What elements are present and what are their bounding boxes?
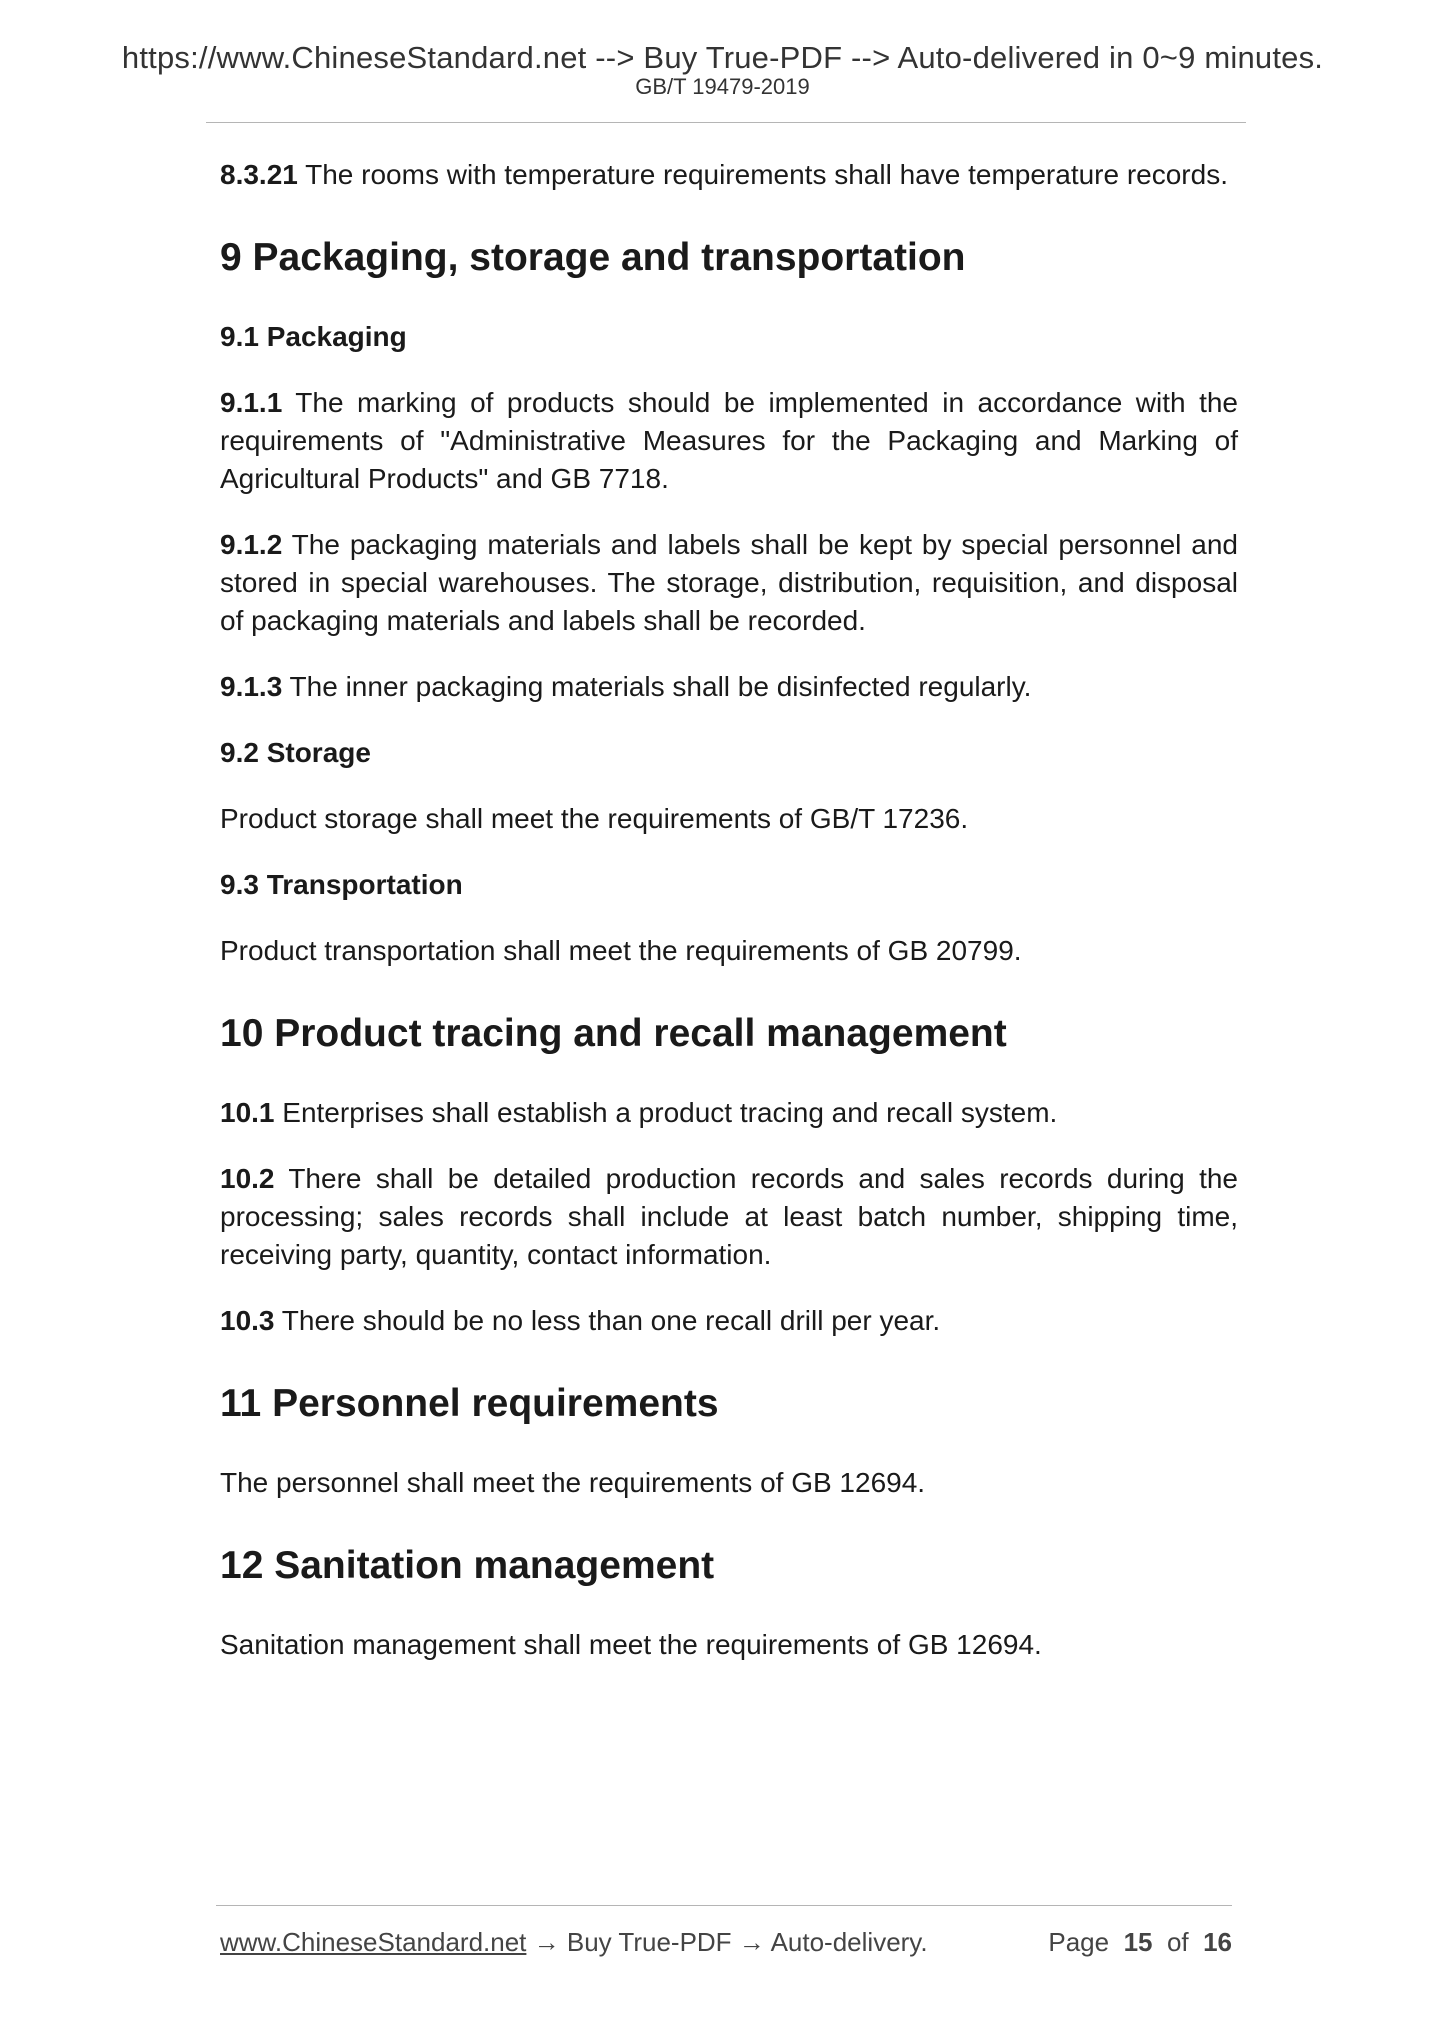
- page-total: 16: [1203, 1927, 1232, 1957]
- document-body: [220, 156, 1238, 1692]
- clause-text: There shall be detailed production records and sales records during the processing; sales records shall include at least batch number, shipping time, receiving party, quantity, contact information.: [220, 1163, 1238, 1270]
- footer-site-link[interactable]: www.ChineseStandard.net: [220, 1927, 527, 1957]
- clause-text: The marking of products should be implemented in accordance with the requirements of "Administrative Measures for the Packaging and Marking of Agricultural Products" and GB 7718.: [220, 387, 1238, 494]
- section-12-text: Sanitation management shall meet the requirements of GB 12694.: [220, 1629, 1042, 1660]
- section-11-heading: 11 Personnel requirements: [220, 1382, 719, 1425]
- page-label: Page: [1048, 1927, 1110, 1957]
- clause-8-3-21: [220, 156, 1238, 194]
- clause-number: 8.3.21: [220, 159, 298, 190]
- of-label: of: [1166, 1927, 1189, 1957]
- clause-10-1: [220, 1094, 1238, 1132]
- section-12-heading: 12 Sanitation management: [220, 1544, 715, 1587]
- clause-number: 9.1.3: [220, 671, 283, 702]
- section-9-3-heading: 9.3 Transportation: [220, 869, 463, 900]
- clause-text: The packaging materials and labels shall be kept by special personnel and stored in special warehouses. The storage, distribution, requisition, and disposal of packaging materials and labels shall be recorded.: [220, 529, 1238, 636]
- clause-9-1-2: [220, 526, 1238, 640]
- clause-text: The rooms with temperature requirements shall have temperature records.: [297, 159, 1228, 190]
- section-10-heading: 10 Product tracing and recall management: [220, 1012, 1007, 1055]
- header-banner: https://www.ChineseStandard.net --> Buy True-PDF --> Auto-delivered in 0~9 minutes.: [121, 40, 1324, 75]
- section-9-heading: 9 Packaging, storage and transportation: [220, 236, 966, 279]
- section-9-2-heading: 9.2 Storage: [220, 737, 371, 768]
- clause-10-2: [220, 1160, 1238, 1274]
- clause-number: 10.1: [220, 1097, 275, 1128]
- clause-text: The inner packaging materials shall be disinfected regularly.: [282, 671, 1032, 702]
- page-footer: [220, 1927, 1232, 1963]
- clause-10-3: [220, 1302, 1238, 1340]
- clause-number: 9.1.2: [220, 529, 283, 560]
- clause-9-1-3: [220, 668, 1238, 706]
- page-number: 15: [1123, 1927, 1153, 1957]
- section-9-3-text: Product transportation shall meet the requirements of GB 20799.: [220, 935, 1022, 966]
- section-9-2-text: Product storage shall meet the requirements of GB/T 17236.: [220, 803, 969, 834]
- page-indicator: [1048, 1927, 1232, 1958]
- clause-text: There should be no less than one recall drill per year.: [274, 1305, 941, 1336]
- footer-link-group: [220, 1927, 928, 1958]
- clause-text: Enterprises shall establish a product tracing and recall system.: [274, 1097, 1058, 1128]
- section-9-1-heading: 9.1 Packaging: [220, 321, 407, 352]
- footer-tagline: → Buy True-PDF → Auto-delivery.: [526, 1927, 928, 1957]
- clause-number: 10.3: [220, 1305, 275, 1336]
- footer-divider: [216, 1905, 1232, 1906]
- header-divider: [206, 122, 1246, 123]
- clause-number: 9.1.1: [220, 387, 283, 418]
- section-11-text: The personnel shall meet the requirements of GB 12694.: [220, 1467, 926, 1498]
- standard-code: GB/T 19479-2019: [635, 74, 810, 99]
- clause-9-1-1: [220, 384, 1238, 498]
- clause-number: 10.2: [220, 1163, 275, 1194]
